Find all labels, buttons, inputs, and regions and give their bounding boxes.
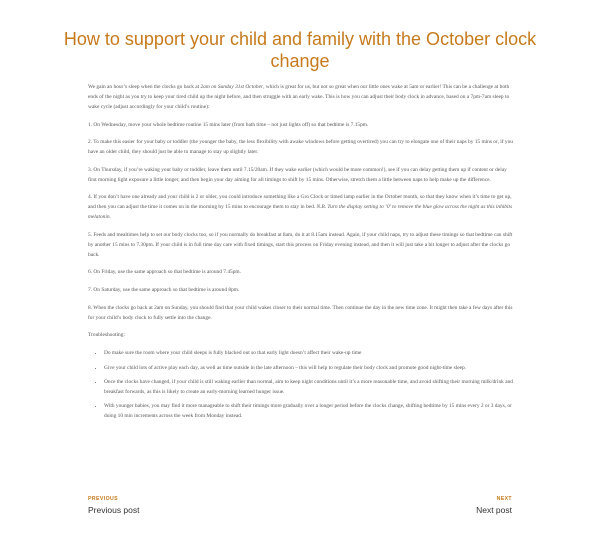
list-item: • Give your child lots of active play each day, as well as time outside in the late afternoon – this will help to regulate their body clock and promote good night-time sleep. [104, 364, 514, 374]
intro-emphasis: 2am on Sunday 31st October [200, 84, 264, 90]
step-paragraph: 3. On Thursday, if you’re waking your baby or toddler, leave them until 7.15/20am. If they wake earlier (which would be more common!), see if you can delay getting them up if content or delay first morning light exposure a little longer, and then begin your day aiming for all timings to shift by 15 mins. Otherwise, stretch them a little between naps to help make up the difference. [88, 166, 507, 183]
next-post-label: Next post [476, 505, 512, 515]
list-item: • Do make sure the room where your child sleeps is fully blacked out so that early light doesn’t affect their wake-up time [104, 349, 514, 359]
step-paragraph [88, 193, 514, 223]
intro-paragraph [88, 83, 514, 113]
step-paragraph: 2. To make this easier for your baby or toddler (the younger the baby, the less flexibility with awake windows before getting overtired) you can try to elongate one of their naps by 15 mins or, if you have an older child, they should just be able to manage to stay up slightly later. [88, 139, 514, 156]
next-kicker: NEXT [496, 496, 512, 502]
previous-kicker: PREVIOUS [88, 496, 119, 502]
step-paragraph: 5. Feeds and mealtimes help to set our body clocks too, so if you normally do breakfast at 8am, do it at 8.15am instead. Again, if your child naps, try to adjust these timings so that bedtime can shift by another 15 mins to 7.30pm. If your child is in full time day care with fixed timings, start this process on Friday evening instead, and then it will just take a bit longer to adjust after the clocks go back. [88, 231, 513, 258]
previous-post-label: Previous post [88, 505, 140, 515]
intro-text-start: We gain an hour’s sleep when the clocks go back at [88, 84, 201, 90]
step-paragraph: 1. On Wednesday, move your whole bedtime routine 15 mins later (from bath time – not just lights off) so that bedtime is 7.15pm. [88, 121, 369, 128]
article-title: How to support your child and family with the October clock change [63, 29, 537, 71]
next-post-link[interactable] [476, 496, 512, 515]
list-item: • Once the clocks have changed, if your child is still waking earlier than normal, aim to keep night conditions until it’s a more reasonable time, and avoid shifting their morning milk/drink and breakfast forwards, as this is likely to create an early-morning learned hunger issue. [104, 378, 514, 398]
step-paragraph: 6. On Friday, use the same approach so that bedtime is around 7.45pm. [88, 269, 241, 276]
previous-post-link[interactable] [88, 496, 140, 515]
step-4-note: N.B. Turn the display setting to ‘0’ to remove the blue glow across the night as this inhibits melatonin. [88, 204, 513, 221]
intro-text-end: , which is great for us, but not so great when our little ones wake at 5am or earlier! This can be a challenge at both ends of the night as you try to keep your tired child up the night before, and then struggle with an early wake. This is how you can adjust their body clock in advance, based on a 7pm-7am sleep to wake cycle (adjust accordingly for your child’s routine): [88, 84, 510, 110]
article-body [88, 83, 514, 427]
troubleshooting-list [88, 349, 514, 422]
step-paragraph: 7. On Saturday, use the same approach so that bedtime is around 8pm. [88, 287, 240, 294]
list-item: • With younger babies, you may find it more manageable to shift their timings more gradually over a longer period before the clocks change, shifting bedtime by 15 mins every 2 or 3 days, or doing 10 min increments across the week from Monday instead. [104, 402, 514, 422]
troubleshooting-heading: Troubleshooting: [88, 332, 125, 339]
step-paragraph: 8. When the clocks go back at 2am on Sunday, you should find that your child wakes closer to their normal time. Then continue the day in the new time zone. It might then take a few days after this for your child’s body clock to fully settle into the change. [88, 304, 513, 321]
step-4-text: 4. If you don’t have one already and your child is 2 or older, you could introduce something like a Gro Clock or timed lamp earlier in the October month, so that they know when it’s time to get up, and then you can adjust the time it comes on in the morning by 15 mins to encourage them to stay in bed. [88, 194, 512, 211]
